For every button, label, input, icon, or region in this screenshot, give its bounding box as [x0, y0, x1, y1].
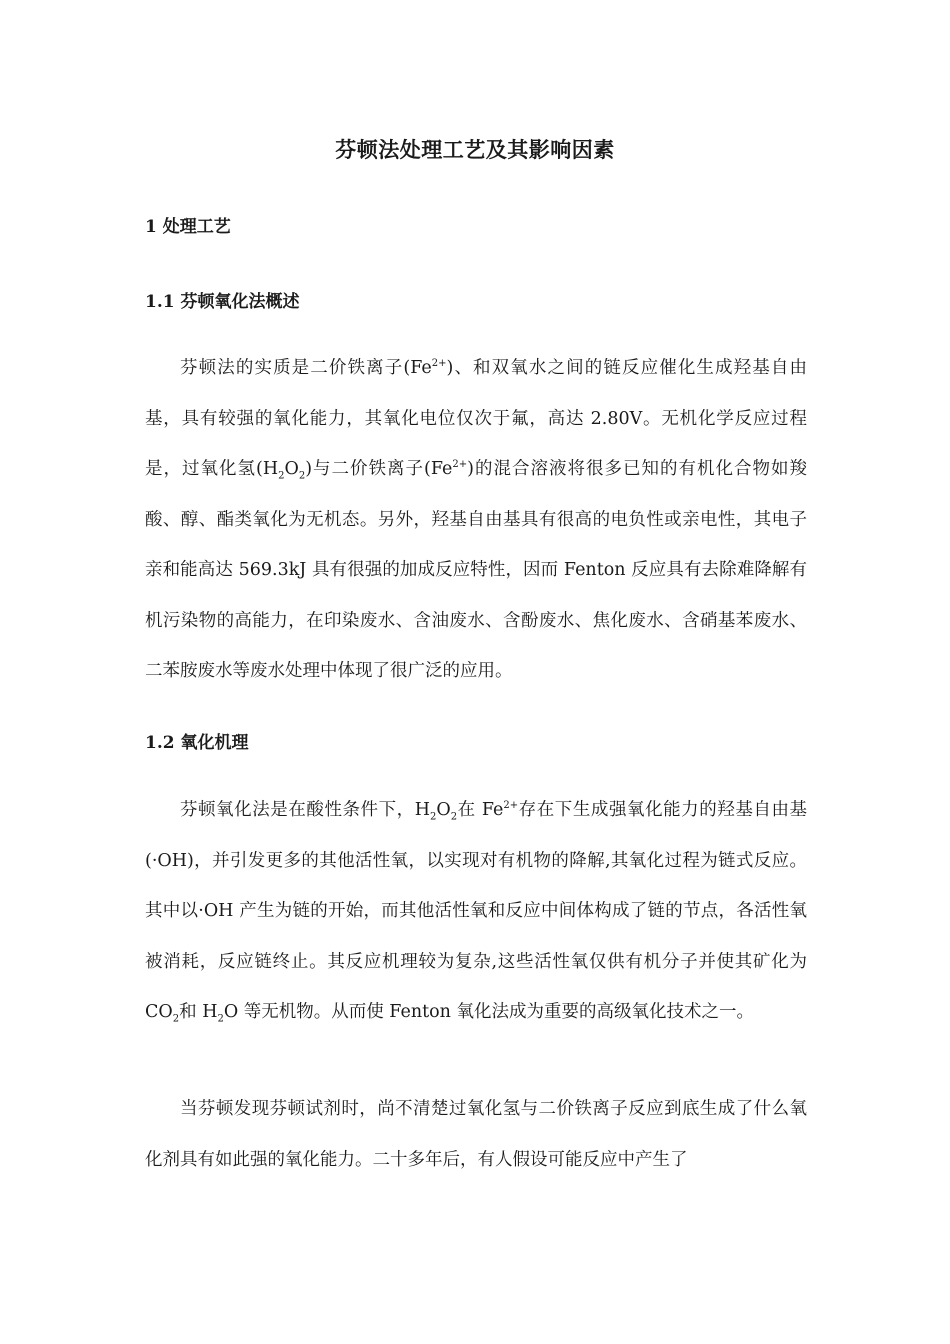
subsection-heading-1-2: 1.2 氧化机理: [145, 733, 249, 753]
subsection-heading-1-1: 1.1 芬顿氧化法概述: [145, 292, 300, 312]
paragraph-mechanism: 芬顿氧化法是在酸性条件下，$H_2O_2$在 $Fe^{2+}$存在下生成强氧化能力的羟基自由基(·OH)，并引发更多的其他活性氧，以实现对有机物的降解,其氧化过程为链式反应。其中以·OH 产生为链的开始，而其他活性氧和反应中间体构成了链的节点，各活性氧被消耗，反应链终止。其反应机理较为复杂,这些活性氧仅供有机分子并使其矿化为 $CO_2$和 $H_2O$ 等无机物。从而使 Fenton 氧化法成为重要的高级氧化技术之一。: [145, 800, 808, 1025]
paragraph-overview: 芬顿法的实质是二价铁离子$(Fe^{2+})$、和双氧水之间的链反应催化生成羟基自由基，具有较强的氧化能力，其氧化电位仅次于氟，高达 2.80V。无机化学反应过程是，过氧化氢$(H_2O_2)$与二价铁离子$(Fe^{2+})$的混合溶液将很多已知的有机化合物如羧酸、醇、酯类氧化为无机态。另外，羟基自由基具有很高的电负性或亲电性，其电子亲和能高达 569.3kJ 具有很强的加成反应特性，因而 Fenton 反应具有去除难降解有机污染物的高能力，在印染废水、含油废水、含酚废水、焦化废水、含硝基苯废水、二苯胺废水等废水处理中体现了很广泛的应用。: [145, 358, 807, 681]
section-heading-1: 1 处理工艺: [145, 217, 231, 237]
document-title: 芬顿法处理工艺及其影响因素: [335, 137, 615, 162]
paragraph-history: 当芬顿发现芬顿试剂时，尚不清楚过氧化氢与二价铁离子反应到底生成了什么氧化剂具有如此强的氧化能力。二十多年后，有人假设可能反应中产生了: [145, 1099, 807, 1170]
